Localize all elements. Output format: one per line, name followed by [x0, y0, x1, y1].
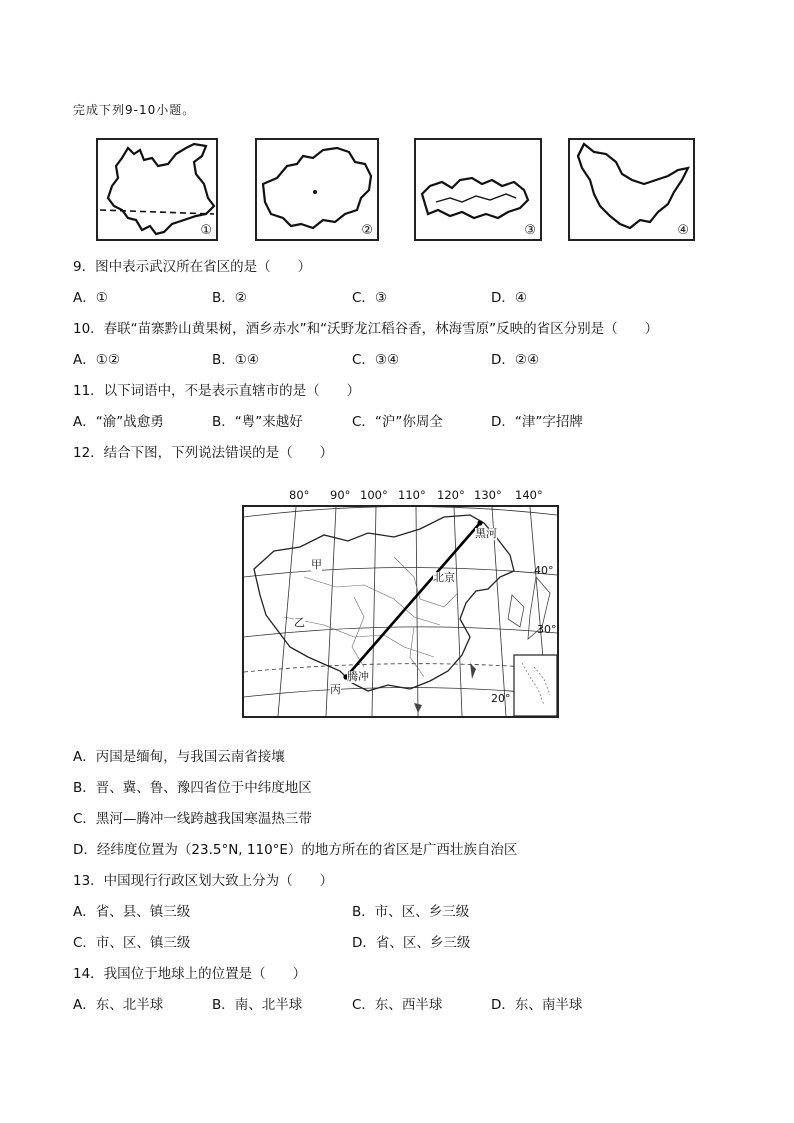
q13-option-a[interactable]: A．省、县、镇三级	[73, 904, 191, 920]
intro-text: 完成下列9-10小题。	[73, 103, 196, 117]
province-map-4	[568, 138, 695, 241]
q12-option-d[interactable]: D．经纬度位置为（23.5°N, 110°E）的地方所在的省区是广西壮族自治区	[73, 842, 518, 858]
question-14-stem: 14．我国位于地球上的位置是（ ）	[73, 966, 307, 982]
province-outline-1	[98, 140, 216, 239]
q11-option-d[interactable]: D．“津”字招牌	[491, 414, 583, 430]
china-map	[242, 505, 559, 718]
latitude-label-20: 20°	[491, 692, 511, 705]
q12-option-a[interactable]: A．丙国是缅甸，与我国云南省接壤	[73, 749, 285, 765]
q10-option-a[interactable]: A．①②	[73, 352, 120, 368]
q13-option-b[interactable]: B．市、区、乡三级	[352, 904, 470, 920]
china-map-graphic	[244, 507, 557, 716]
longitude-label-120: 120°	[437, 488, 465, 502]
map-number-1: ①	[200, 223, 212, 238]
map-number-2: ②	[361, 223, 373, 238]
province-outline-3	[416, 140, 540, 239]
longitude-label-90: 90°	[330, 488, 351, 502]
q14-option-a[interactable]: A．东、北半球	[73, 997, 164, 1013]
q12-option-c[interactable]: C．黑河—腾冲一线跨越我国寒温热三带	[73, 811, 312, 827]
label-yi: 乙	[294, 616, 305, 629]
province-outline-4	[570, 140, 693, 239]
province-map-3	[414, 138, 542, 241]
q14-option-c[interactable]: C．东、西半球	[352, 997, 443, 1013]
q9-option-d[interactable]: D．④	[491, 290, 527, 306]
longitude-label-140: 140°	[515, 488, 543, 502]
label-bing: 丙	[330, 683, 341, 696]
latitude-label-30: 30°	[537, 623, 557, 636]
q9-option-b[interactable]: B．②	[212, 290, 247, 306]
question-9-stem: 9．图中表示武汉所在省区的是（ ）	[73, 259, 312, 275]
q10-option-b[interactable]: B．①④	[212, 352, 259, 368]
longitude-label-110: 110°	[398, 488, 426, 502]
longitude-label-100: 100°	[360, 488, 388, 502]
question-12-stem: 12．结合下图，下列说法错误的是（ ）	[73, 445, 334, 461]
map-number-4: ④	[677, 223, 689, 238]
longitude-label-80: 80°	[289, 488, 310, 502]
province-outline-2	[257, 140, 377, 239]
province-map-2	[255, 138, 379, 241]
q11-option-c[interactable]: C．“沪”你周全	[352, 414, 443, 430]
latitude-label-40: 40°	[534, 564, 554, 577]
q10-option-c[interactable]: C．③④	[352, 352, 400, 368]
label-heihe: 黑河	[475, 527, 497, 540]
q14-option-d[interactable]: D．东、南半球	[491, 997, 583, 1013]
province-map-1	[96, 138, 218, 241]
q9-option-c[interactable]: C．③	[352, 290, 388, 306]
question-13-stem: 13．中国现行行政区划大致上分为（ ）	[73, 873, 334, 889]
q10-option-d[interactable]: D．②④	[491, 352, 540, 368]
label-jia: 甲	[311, 558, 322, 571]
question-10-stem: 10．春联“苗寨黔山黄果树，酒乡赤水”和“沃野龙江稻谷香，林海雪原”反映的省区分别是（ ）	[73, 321, 659, 337]
q14-option-b[interactable]: B．南、北半球	[212, 997, 303, 1013]
q9-option-a[interactable]: A．①	[73, 290, 108, 306]
q12-option-b[interactable]: B．晋、冀、鲁、豫四省位于中纬度地区	[73, 780, 312, 796]
label-beijing: 北京	[433, 571, 455, 584]
q11-option-b[interactable]: B．“粤”来越好	[212, 414, 303, 430]
question-11-stem: 11．以下词语中，不是表示直辖市的是（ ）	[73, 383, 361, 399]
q13-option-d[interactable]: D．省、区、乡三级	[352, 935, 471, 951]
q13-option-c[interactable]: C．市、区、镇三级	[73, 935, 191, 951]
label-tengchong: 腾冲	[347, 670, 369, 683]
q11-option-a[interactable]: A．“渝”战愈勇	[73, 414, 164, 430]
map-number-3: ③	[524, 223, 536, 238]
longitude-label-130: 130°	[474, 488, 502, 502]
